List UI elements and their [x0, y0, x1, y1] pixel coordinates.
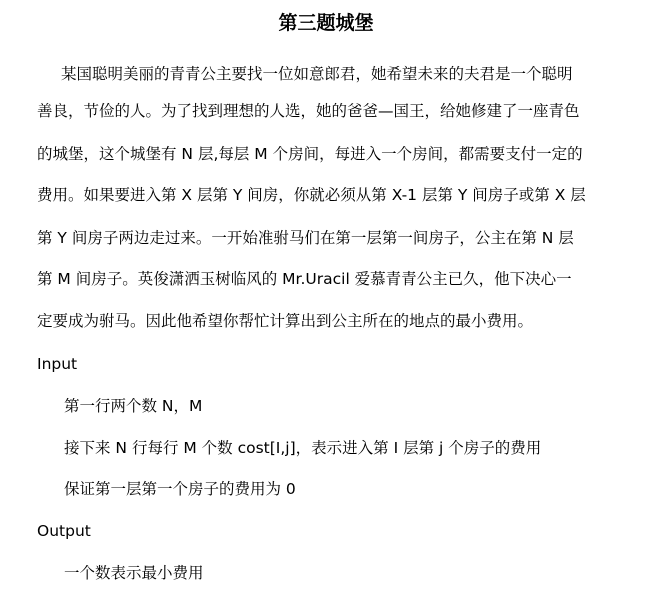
document-title: 第三题城堡	[278, 12, 374, 34]
output-line-1: 一个数表示最小费用	[64, 564, 204, 582]
intro-line-6: 第 M 间房子。英俊潇洒玉树临风的 Mr.Uracil 爱慕青青公主已久，他下决心一	[37, 270, 572, 288]
intro-line-2: 善良，节俭的人。为了找到理想的人选，她的爸爸—国王，给她修建了一座青色	[37, 102, 580, 120]
intro-line-5: 第 Y 间房子两边走过来。一开始准驸马们在第一层第一间房子，公主在第 N 层	[37, 229, 574, 247]
input-line-2: 接下来 N 行每行 M 个数 cost[I,j]，表示进入第 I 层第 j 个房子的费用	[64, 439, 542, 457]
intro-line-3: 的城堡，这个城堡有 N 层,每层 M 个房间，每进入一个房间，都需要支付一定的	[37, 145, 583, 163]
input-line-3: 保证第一层第一个房子的费用为 0	[64, 480, 296, 498]
output-label: Output	[37, 522, 91, 540]
input-line-1: 第一行两个数 N，M	[64, 397, 203, 415]
intro-line-4: 费用。如果要进入第 X 层第 Y 间房，你就必须从第 X-1 层第 Y 间房子或第 X 层	[37, 186, 586, 204]
input-label: Input	[37, 355, 78, 373]
intro-line-1: 某国聪明美丽的青青公主要找一位如意郎君，她希望未来的夫君是一个聪明	[61, 65, 573, 83]
intro-line-7: 定要成为驸马。因此他希望你帮忙计算出到公主所在的地点的最小费用。	[37, 312, 534, 330]
